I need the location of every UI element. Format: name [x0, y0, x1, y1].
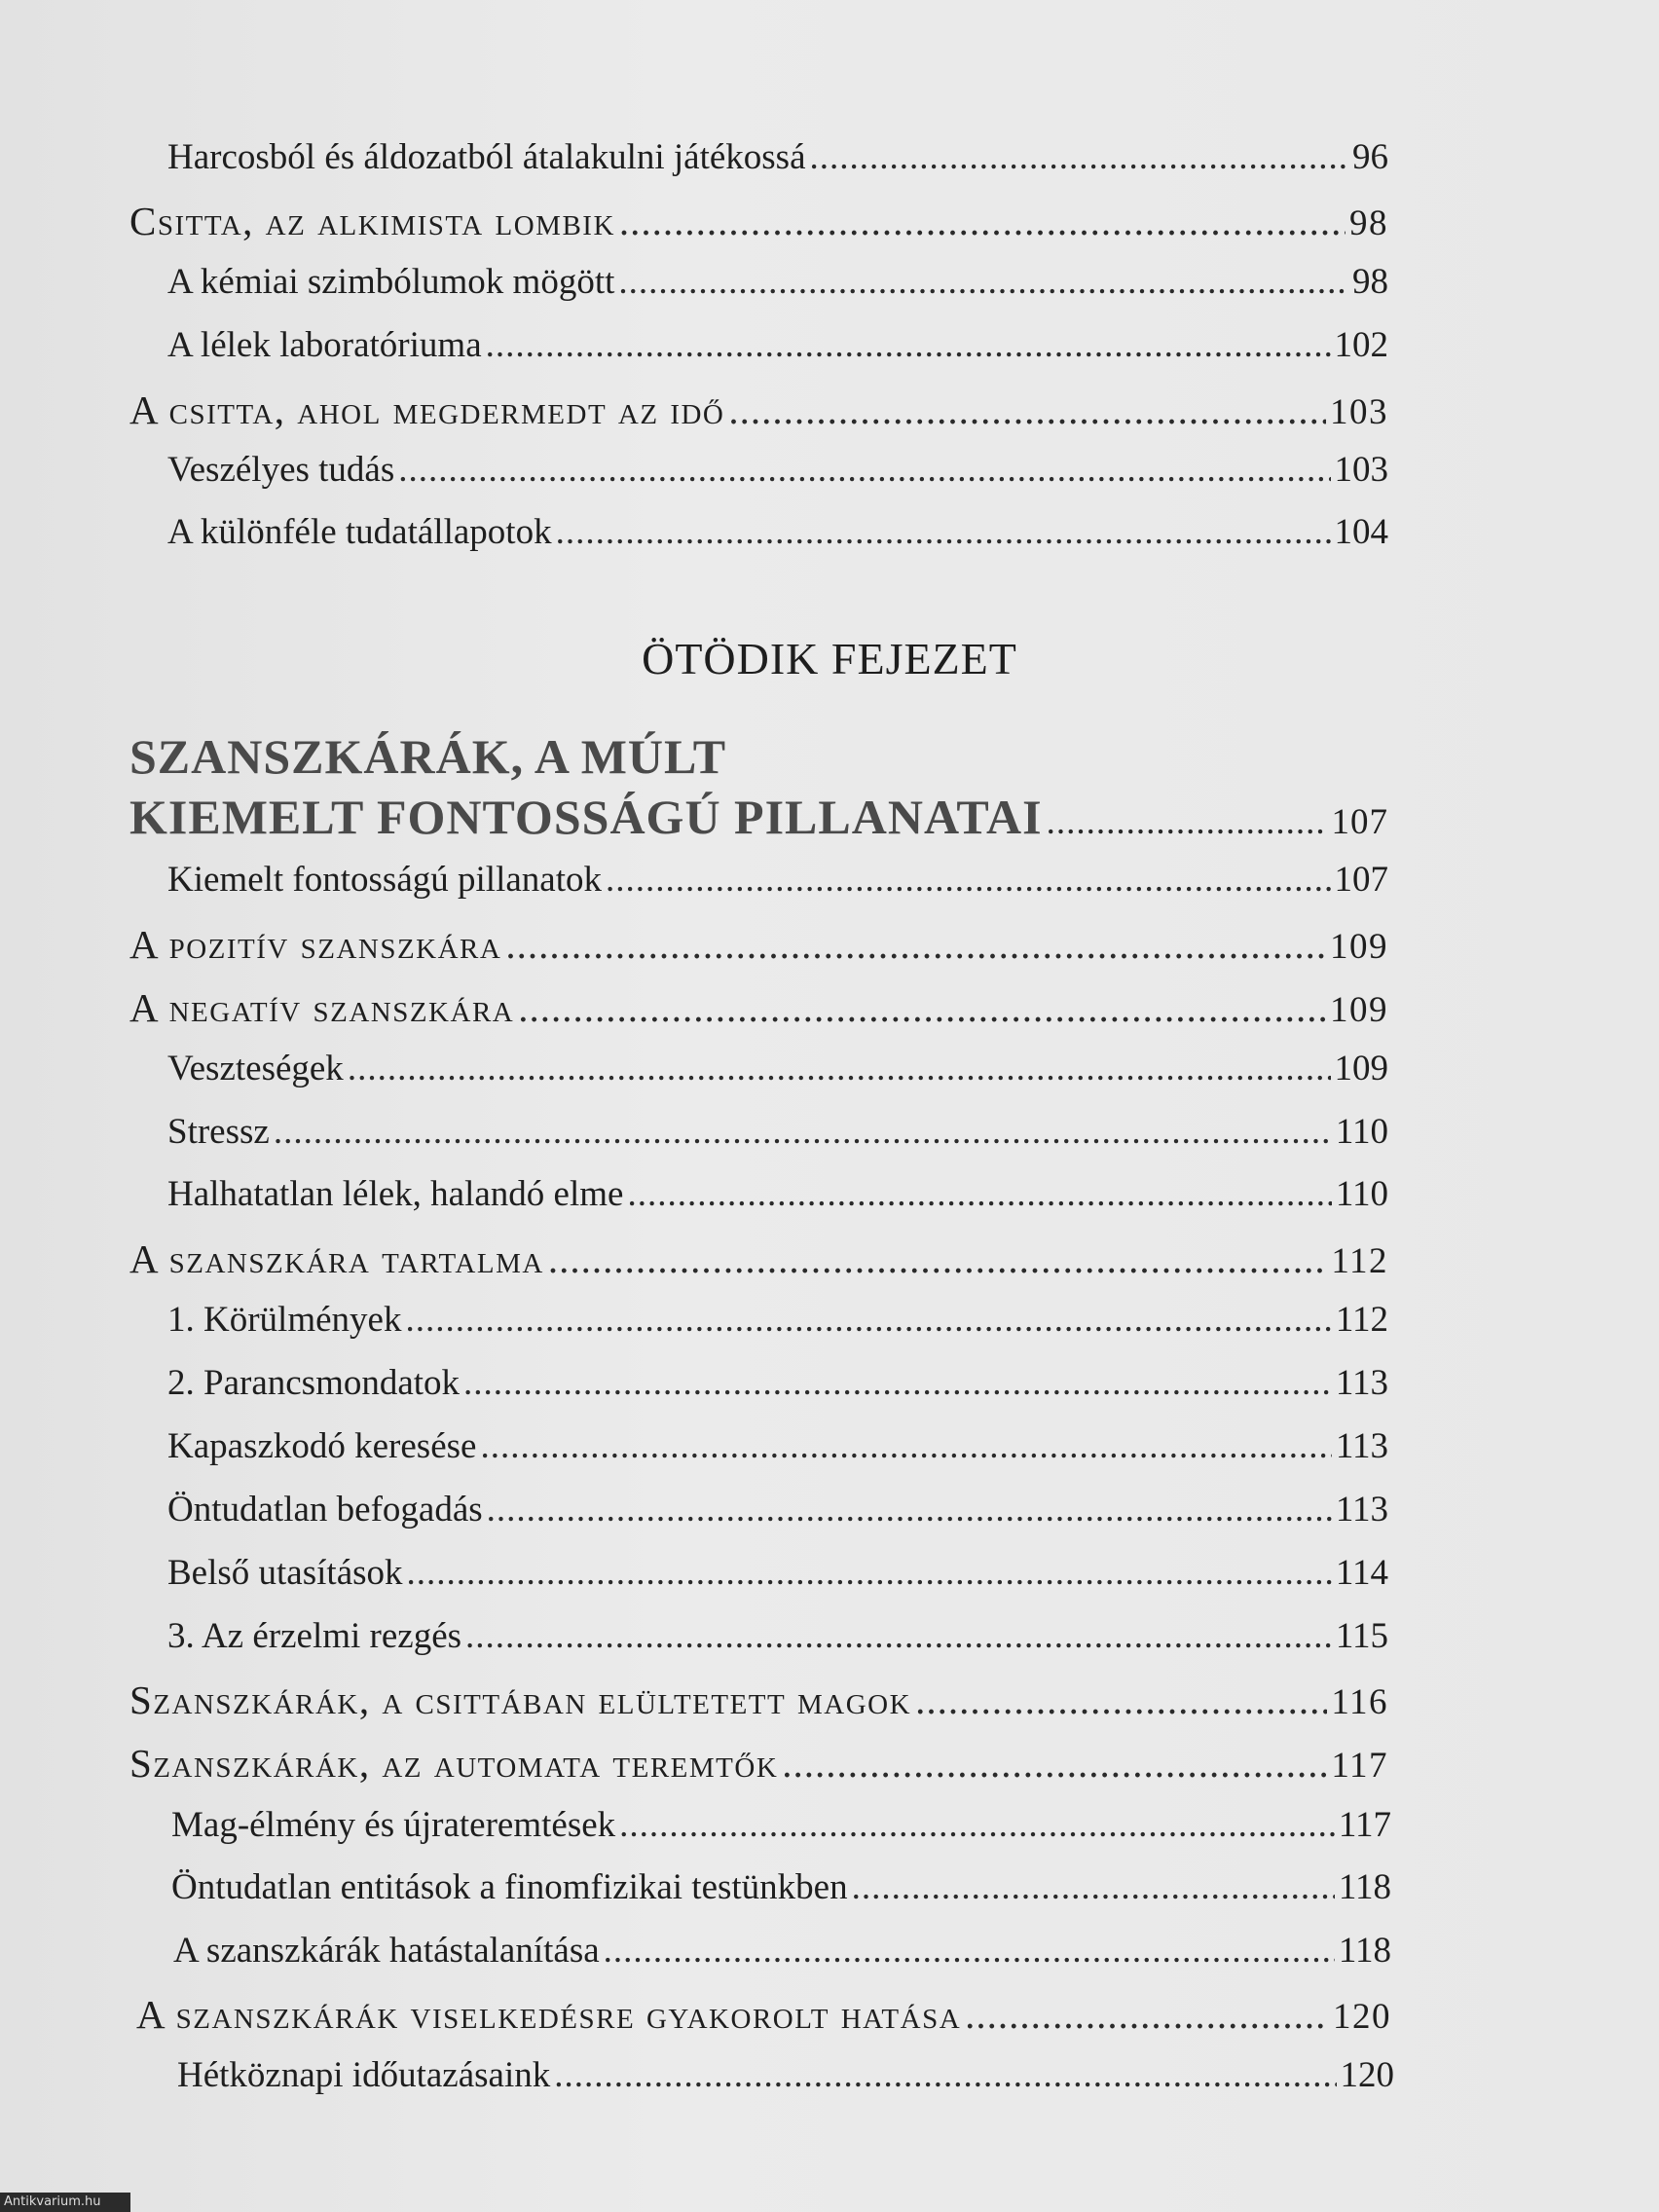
toc-section-label: A csitta, ahol megdermedt az idő [129, 387, 725, 432]
watermark-label: Antikvarium.hu [0, 2193, 130, 2212]
dot-leader [618, 261, 1348, 303]
dot-leader [606, 859, 1331, 901]
toc-entry-page: 110 [1335, 1174, 1388, 1214]
toc-entry-label: A szanszkárák hatástalanítása [173, 1931, 600, 1971]
toc-entry [167, 1362, 1388, 1404]
chapter-title-line2 [129, 789, 1388, 845]
toc-entry [167, 859, 1388, 901]
toc-section-page: 112 [1331, 1241, 1388, 1281]
toc-entry [171, 1804, 1391, 1846]
toc-entry-page: 118 [1338, 1867, 1391, 1907]
toc-section-label: Szanszkárák, az automata teremtők [129, 1741, 779, 1786]
toc-section-page: 103 [1330, 392, 1388, 432]
toc-entry-page: 103 [1334, 450, 1388, 490]
dot-leader [604, 1930, 1335, 1972]
dot-leader [348, 1048, 1331, 1089]
chapter-title-line1: SZANSZKÁRÁK, A MÚLT [129, 729, 727, 784]
chapter-title-label: KIEMELT FONTOSSÁGÚ PILLANATAI [129, 790, 1043, 844]
toc-entry-page: 120 [1340, 2055, 1394, 2095]
dot-leader [487, 1489, 1332, 1530]
toc-entry [167, 1173, 1388, 1215]
toc-section [129, 198, 1388, 244]
toc-entry [173, 1930, 1391, 1972]
toc-section-page: 117 [1331, 1746, 1388, 1786]
toc-entry-label: A lélek laboratóriuma [167, 325, 482, 365]
dot-leader [915, 1677, 1327, 1723]
toc-entry-label: Harcosból és áldozatból átalakulni játékossá [167, 137, 806, 177]
toc-entry-label: 2. Parancsmondatok [167, 1363, 461, 1403]
toc-entry [167, 449, 1388, 491]
toc-entry-page: 118 [1338, 1931, 1391, 1971]
toc-section [129, 1235, 1388, 1282]
toc-section-page: 109 [1330, 927, 1388, 967]
toc-entry [167, 1111, 1388, 1153]
toc-section-page: 109 [1330, 990, 1388, 1030]
dot-leader [619, 198, 1346, 244]
toc-section-page: 116 [1331, 1682, 1388, 1722]
dot-leader [627, 1173, 1331, 1215]
toc-entry [167, 1299, 1388, 1341]
toc-entry [167, 324, 1388, 366]
toc-entry [167, 1552, 1388, 1594]
dot-leader [782, 1740, 1327, 1787]
dot-leader [554, 2054, 1336, 2096]
dot-leader [556, 511, 1331, 553]
toc-entry-label: Stressz [167, 1112, 270, 1152]
toc-entry-page: 109 [1334, 1049, 1388, 1088]
dot-leader [407, 1552, 1332, 1594]
dot-leader [619, 1804, 1335, 1846]
toc-entry-label: Halhatatlan lélek, halandó elme [167, 1174, 624, 1214]
toc-entry [167, 511, 1388, 553]
dot-leader [480, 1425, 1331, 1467]
toc-entry-page: 110 [1335, 1112, 1388, 1152]
chapter-heading: ÖTÖDIK FEJEZET [642, 634, 1017, 683]
dot-leader [465, 1615, 1332, 1657]
toc-entry-label: Kiemelt fontosságú pillanatok [167, 860, 602, 900]
toc-section-page: 120 [1333, 1997, 1391, 2037]
dot-leader [505, 921, 1326, 968]
toc-entry-page: 113 [1335, 1363, 1388, 1403]
dot-leader [965, 1991, 1329, 2038]
toc-entry [167, 1615, 1388, 1657]
dot-leader [398, 449, 1330, 491]
toc-entry-label: 1. Körülmények [167, 1300, 402, 1340]
toc-entry-page: 113 [1335, 1426, 1388, 1466]
toc-entry-page: 96 [1352, 137, 1388, 177]
toc-entry-label: Mag-élmény és újrateremtések [171, 1805, 616, 1845]
toc-section-label: A szanszkárák viselkedésre gyakorolt hatása [136, 1992, 962, 2037]
toc-section [129, 984, 1388, 1031]
dot-leader [405, 1299, 1331, 1341]
toc-section-label: Csitta, az alkimista lombik [129, 199, 615, 243]
toc-entry [167, 1048, 1388, 1089]
toc-entry-page: 117 [1338, 1805, 1391, 1845]
toc-entry [167, 1425, 1388, 1467]
toc-entry [167, 136, 1388, 178]
toc-entry [177, 2054, 1394, 2096]
chapter-title-page: 107 [1331, 802, 1388, 842]
toc-entry-page: 113 [1335, 1490, 1388, 1530]
dot-leader [548, 1235, 1328, 1282]
toc-entry-label: A különféle tudatállapotok [167, 512, 552, 552]
toc-entry-page: 112 [1335, 1300, 1388, 1340]
toc-entry-page: 102 [1334, 325, 1388, 365]
toc-entry-label: Hétköznapi időutazásaink [177, 2055, 551, 2095]
toc-section [129, 1740, 1388, 1787]
toc-entry-label: Öntudatlan befogadás [167, 1490, 483, 1530]
toc-entry [167, 1489, 1388, 1530]
toc-section [129, 387, 1388, 433]
dot-leader [518, 984, 1326, 1031]
dot-leader [463, 1362, 1332, 1404]
toc-section [129, 1677, 1388, 1723]
toc-section-label: A pozitív szanszkára [129, 922, 502, 967]
toc-entry-label: Veszélyes tudás [167, 450, 395, 490]
toc-section-page: 98 [1349, 203, 1388, 243]
toc-section-label: A szanszkára tartalma [129, 1236, 544, 1281]
toc-entry-label: Veszteségek [167, 1049, 344, 1088]
dot-leader [274, 1111, 1332, 1153]
dot-leader [1047, 801, 1328, 843]
toc-entry-label: A kémiai szimbólumok mögött [167, 262, 615, 302]
toc-section [136, 1991, 1391, 2038]
toc-entry-page: 114 [1335, 1553, 1388, 1593]
toc-section [129, 921, 1388, 968]
toc-entry-page: 115 [1335, 1616, 1388, 1656]
toc-section-label: A negatív szanszkára [129, 985, 515, 1030]
dot-leader [728, 387, 1326, 433]
toc-section-label: Szanszkárák, a csittában elültetett magok [129, 1677, 912, 1722]
dot-leader [486, 324, 1331, 366]
toc-entry-label: 3. Az érzelmi rezgés [167, 1616, 462, 1656]
toc-entry [167, 261, 1388, 303]
dot-leader [852, 1866, 1335, 1908]
toc-entry-label: Kapaszkodó keresése [167, 1426, 477, 1466]
dot-leader [810, 136, 1348, 178]
toc-entry-label: Öntudatlan entitások a finomfizikai testünkben [171, 1867, 848, 1907]
toc-entry-page: 104 [1334, 512, 1388, 552]
toc-entry [171, 1866, 1391, 1908]
toc-entry-label: Belső utasítások [167, 1553, 403, 1593]
toc-entry-page: 107 [1334, 860, 1388, 900]
toc-entry-page: 98 [1352, 262, 1388, 302]
